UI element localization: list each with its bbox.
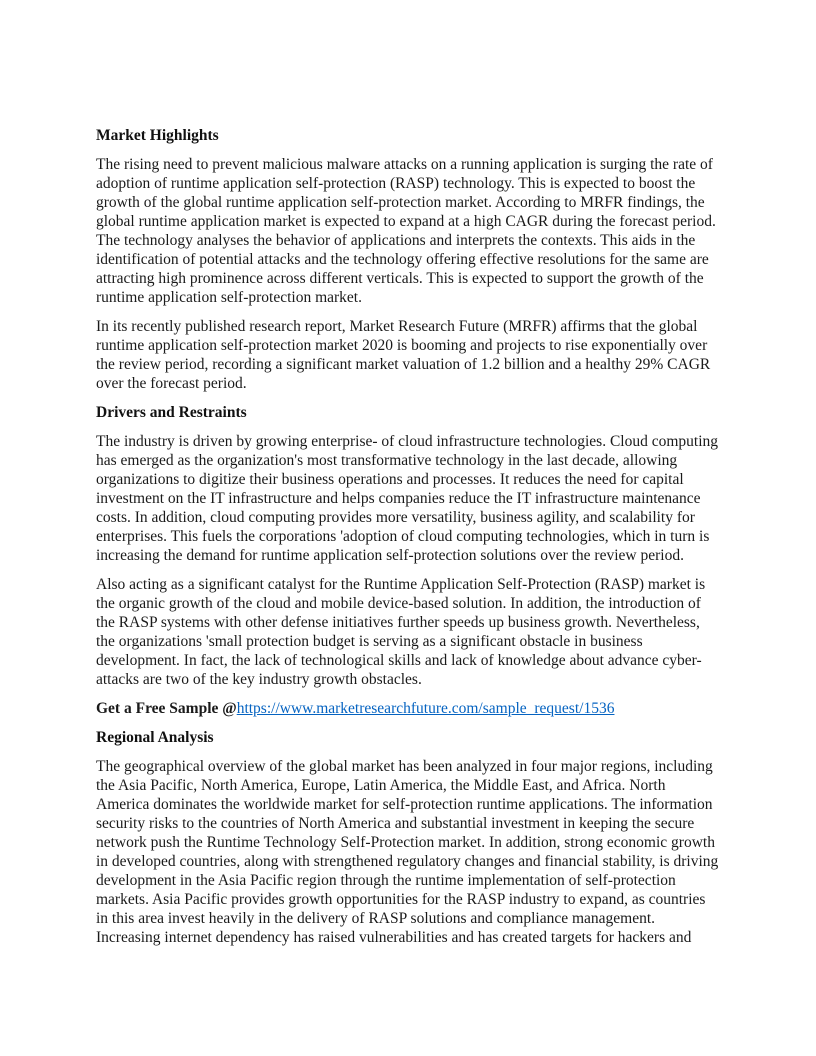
free-sample-line: [96, 699, 720, 718]
paragraph-drivers-1: The industry is driven by growing enterprise- of cloud infrastructure technologies. Cloud computing has emerged as the organization's most transformative technology in the last decade, allowing organizations to digitize their business operations and processes. It reduces the need for capital investment on the IT infrastructure and helps companies reduce the IT infrastructure maintenance costs. In addition, cloud computing provides more versatility, business agility, and scalability for enterprises. This fuels the corporations 'adoption of cloud computing technologies, which in turn is increasing the demand for runtime application self-protection solutions over the review period.: [96, 433, 719, 564]
free-sample-label: Get a Free Sample @: [96, 700, 237, 717]
heading-drivers-and-restraints: Drivers and Restraints: [96, 404, 247, 421]
paragraph-drivers-2: Also acting as a significant catalyst for the Runtime Application Self-Protection (RASP) market is the organic growth of the cloud and mobile device-based solution. In addition, the introduction of the RASP systems with other defense initiatives further speeds up business growth. Nevertheless, the organizations 'small protection budget is serving as a significant obstacle in business development. In fact, the lack of technological skills and lack of knowledge about advance cyber-attacks are two of the key industry growth obstacles.: [96, 576, 706, 688]
paragraph-market-highlights-2: In its recently published research report, Market Research Future (MRFR) affirms that the global runtime application self-protection market 2020 is booming and projects to rise exponentially over the review period, recording a significant market valuation of 1.2 billion and a healthy 29% CAGR over the forecast period.: [96, 318, 711, 392]
heading-market-highlights: Market Highlights: [96, 127, 219, 144]
sample-request-link[interactable]: https://www.marketresearchfuture.com/sample_request/1536: [236, 700, 615, 717]
paragraph-market-highlights-1: The rising need to prevent malicious malware attacks on a running application is surging the rate of adoption of runtime application self-protection (RASP) technology. This is expected to boost the growth of the global runtime application self-protection market. According to MRFR findings, the global runtime application market is expected to expand at a high CAGR during the forecast period. The technology analyses the behavior of applications and interprets the contexts. This aids in the identification of potential attacks and the technology offering effective resolutions for the same are attracting high prominence across different verticals. This is expected to support the growth of the runtime application self-protection market.: [96, 156, 716, 306]
heading-regional-analysis: Regional Analysis: [96, 729, 214, 746]
paragraph-regional-1: The geographical overview of the global market has been analyzed in four major regions, including the Asia Pacific, North America, Europe, Latin America, the Middle East, and Africa. North America dominates the worldwide market for self-protection runtime applications. The information security risks to the countries of North America and substantial investment in keeping the secure network push the Runtime Technology Self-Protection market. In addition, strong economic growth in developed countries, along with strengthened regulatory changes and financial stability, is driving development in the Asia Pacific region through the runtime implementation of self-protection markets. Asia Pacific provides growth opportunities for the RASP industry to expand, as countries in this area invest heavily in the delivery of RASP solutions and compliance management. Increasing internet dependency has raised vulnerabilities and has created targets for hackers and: [96, 758, 719, 946]
